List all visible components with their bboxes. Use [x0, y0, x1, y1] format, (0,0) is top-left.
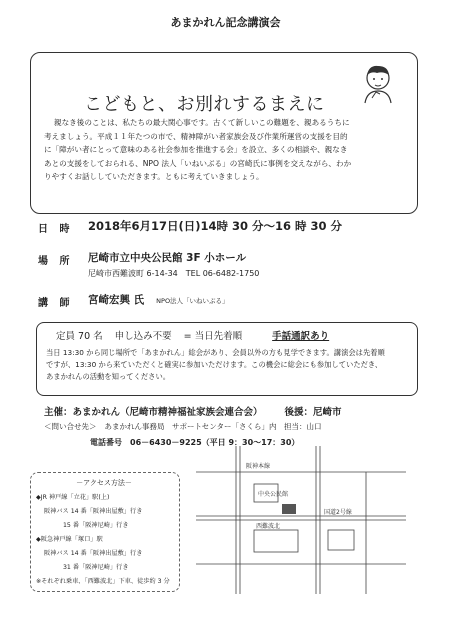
intro-line: 考えましょう。平成１１年たつの市で、精神障がい者家族会及び作業所運営の支援を目的: [44, 131, 348, 141]
person-thinking-icon: [355, 58, 401, 104]
map-label: 阪神本線: [246, 463, 271, 470]
intro-line: りやすくお話ししていただきます。ともに考えていきましょう。: [44, 172, 264, 182]
capacity-text-line: 当日 13:30 から同じ場所で「あまかれん」総会があり、会員以外の方も見学できます。講演会は先着順: [46, 348, 385, 357]
lecturer-label: 講 師: [38, 298, 74, 309]
intro-text: [44, 116, 409, 184]
venue-value: 尼崎市立中央公民館 3F 小ホール: [88, 252, 247, 264]
access-line: ◆阪急神戸線「塚口」駅: [36, 536, 103, 543]
intro-line: あとの支援をしておられる、NPO 法人「いねいぶる」の宮崎氏に事例を交えながら、わか: [44, 158, 352, 168]
supporter: 後援：尼崎市: [284, 407, 342, 418]
venue-label: 場 所: [38, 256, 74, 267]
contact-label: ＜問い合せ先＞: [44, 422, 97, 431]
map-label: 西難波北: [256, 523, 281, 530]
intro-line: 親なき後のことは、私たちの最大関心事です。古くて新しいこの難題を、親あるうちに: [54, 118, 350, 127]
map-label: 中央公民館: [258, 491, 289, 498]
contact-phone: 電話番号 06－6430－9225（平日 9：30～17：30）: [90, 438, 300, 447]
access-line: 15 番「阪神尼崎」行き: [63, 522, 129, 529]
datetime-value: 2018年6月17日(日)14時 30 分～16 時 30 分: [88, 219, 343, 233]
capacity-line: [56, 328, 341, 342]
datetime-label: 日 時: [38, 224, 74, 235]
access-line: ※それぞれ乗車、「西難波北」下車、徒歩約 3 分: [36, 578, 170, 585]
access-title: －アクセス方法－: [76, 479, 132, 487]
access-line: 31 番「阪神尼崎」行き: [63, 564, 129, 571]
contact-line: [44, 421, 321, 432]
capacity-item: = 当日先着順: [183, 331, 243, 342]
contact-org: あまかれん事務局 サポートセンター「さくら」内 担当：山口: [104, 422, 322, 431]
intro-line: に「障がい者にとって意味のある社会参加を推進する会」を設立、多くの相談や、親なき: [44, 145, 348, 155]
event-header: あまかれん記念講演会: [170, 16, 281, 29]
access-map: [196, 446, 406, 594]
map-label: 国道2号線: [324, 509, 352, 516]
main-title: こどもと、お別れするまえに: [84, 94, 325, 115]
lecturer-name: 宮崎宏興 氏: [88, 294, 145, 306]
capacity-item: 定員 70 名: [56, 331, 103, 342]
capacity-text: [46, 347, 414, 383]
lecturer-value: [88, 292, 229, 307]
sponsor-line: [44, 404, 342, 418]
organizer: 主催：あまかれん（尼崎市精神福祉家族会連合会）: [44, 407, 263, 418]
capacity-text-line: ですが、13:30 から来ていただくと確実に参加いただけます。この機会に総会にも参加していただき、: [46, 360, 383, 369]
access-line: 阪神バス 14 番「阪神出屋敷」行き: [44, 550, 143, 557]
capacity-text-line: あまかれんの活動を知ってください。: [46, 372, 171, 381]
access-line: 阪神バス 14 番「阪神出屋敷」行き: [44, 508, 143, 515]
venue-address: 尼崎市西難波町 6-14-34 TEL 06-6482-1750: [88, 269, 260, 278]
sign-language-note: 手話通訳あり: [272, 331, 330, 342]
access-box: [30, 472, 180, 592]
lecturer-org: NPO法人「いねいぶる」: [156, 297, 229, 305]
access-line: ◆JR 神戸線「立花」駅(上): [36, 494, 110, 501]
capacity-item: 申し込み不要: [114, 331, 172, 342]
